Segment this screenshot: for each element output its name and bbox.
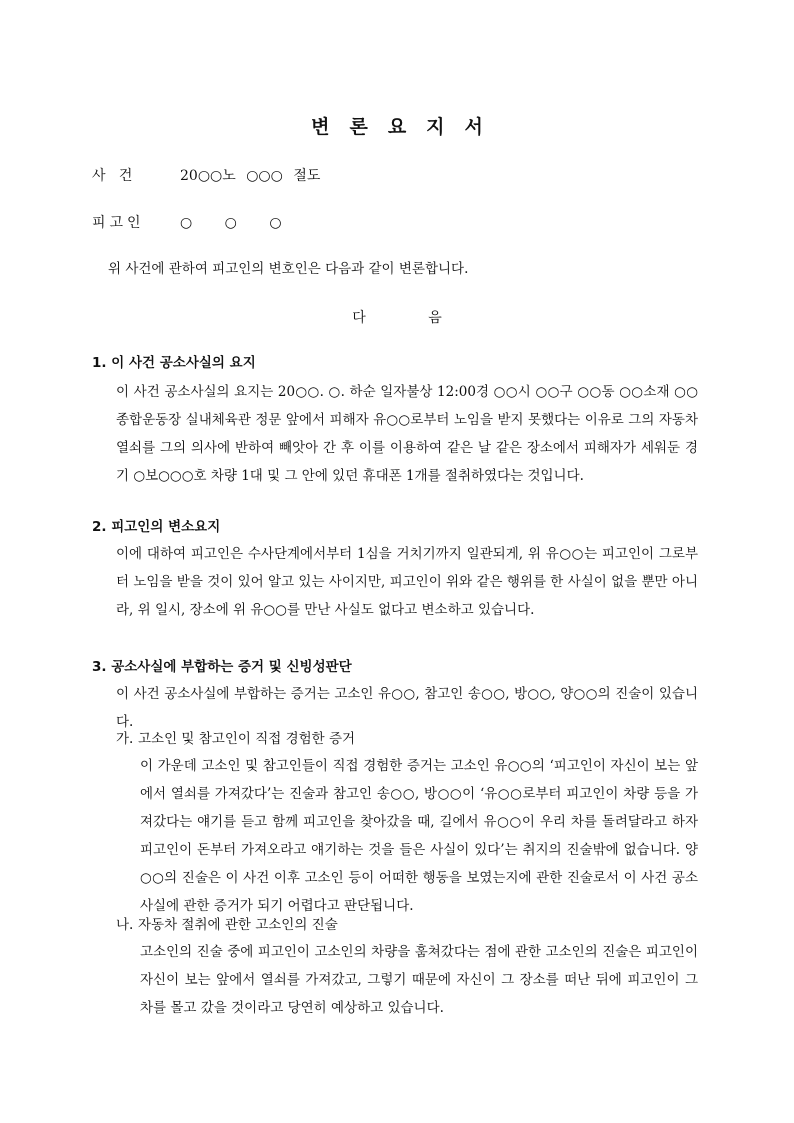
defendant-label: 피고인 [92, 215, 145, 231]
case-row [92, 165, 320, 187]
subsection-na-mark: 나. [116, 917, 134, 933]
document-title: 변론요지서 [311, 116, 503, 138]
case-value: 20○○노 ○○○ 절도 [180, 168, 321, 184]
subsection-na-title: 자동차 절취에 관한 고소인의 진술 [138, 917, 338, 933]
section-3-heading: 3. 공소사실에 부합하는 증거 및 신빙성판단 [92, 659, 352, 675]
defendant-row [92, 212, 282, 234]
defendant-value: ○ ○ ○ [180, 215, 282, 231]
subsection-na-body: 고소인의 진술 중에 피고인이 고소인의 차량을 훔쳐갔다는 점에 관한 고소인의 진술은 피고인이 자신이 보는 앞에서 열쇠를 가져갔고, 그렇기 때문에 자신이 그 장소를 떠난 뒤에 피고인이 그 차를 몰고 갔을 것이라고 당연히 예상하고 있습니다. [140, 944, 698, 1016]
section-1-heading: 1. 이 사건 공소사실의 요지 [92, 355, 256, 371]
subsection-ga-heading [116, 728, 355, 750]
section-3-body: 이 사건 공소사실에 부합하는 증거는 고소인 유○○, 참고인 송○○, 방○○, 양○○의 진술이 있습니다. [116, 686, 698, 730]
intro-text: 위 사건에 관하여 피고인의 변호인은 다음과 같이 변론합니다. [108, 261, 469, 277]
section-1-body: 이 사건 공소사실의 요지는 20○○. ○. 하순 일자불상 12:00경 ○○시 ○○구 ○○동 ○○소재 ○○종합운동장 실내체육관 정문 앞에서 피해자 유○○로부터 노임을 받지 못했다는 이유로 그의 자동차 열쇠를 그의 의사에 반하여 빼앗아 간 후 이를 이용하여 같은 날 같은 장소에서 피해자가 세워둔 경기 ○보○○○호 차량 1대 및 그 안에 있던 휴대폰 1개를 절취하였다는 것입니다. [116, 384, 698, 484]
section-2-body: 이에 대하여 피고인은 수사단계에서부터 1심을 거치기까지 일관되게, 위 유○○는 피고인이 그로부터 노임을 받을 것이 있어 알고 있는 사이지만, 피고인이 위와 같은 행위를 한 사실이 없을 뿐만 아니라, 위 일시, 장소에 위 유○○를 만난 사실도 없다고 변소하고 있습니다. [116, 546, 698, 618]
subsection-ga-body: 이 가운데 고소인 및 참고인들이 직접 경험한 증거는 고소인 유○○의 ‘피고인이 자신이 보는 앞에서 열쇠를 가져갔다’는 진술과 참고인 송○○, 방○○이 ‘유○○로부터 피고인이 차량 등을 가져갔다는 얘기를 듣고 함께 피고인을 찾아갔을 때, 길에서 유○○이 우리 차를 돌려달라고 하자 피고인이 돈부터 가져오라고 얘기하는 것을 들은 사실이 있다’는 취지의 진술밖에 없습니다. 양○○의 진술은 이 사건 이후 고소인 등이 어떠한 행동을 보였는지에 관한 진술로서 이 사건 공소사실에 관한 증거가 되기 어렵다고 판단됩니다. [140, 758, 698, 914]
subsection-ga-mark: 가. [116, 731, 134, 747]
case-label: 사 건 [92, 168, 133, 184]
section-2-heading: 2. 피고인의 변소요지 [92, 519, 221, 535]
subsection-ga-title: 고소인 및 참고인이 직접 경험한 증거 [138, 731, 356, 747]
subsection-na-heading [116, 914, 338, 936]
da-eum-heading: 다 음 [352, 310, 442, 326]
